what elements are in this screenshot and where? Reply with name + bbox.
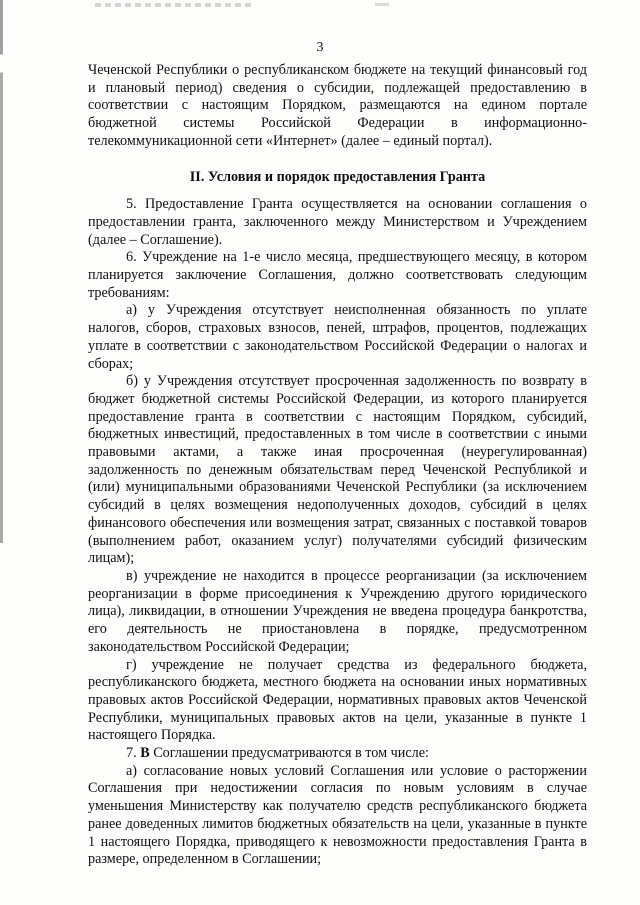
- paragraph-6g: г) учреждение не получает средства из федерального бюджета, республиканского бюджета, местного бюджета на основании иных нормативных правовых актов Российской Федерации, нормативных правовых актов Чеченской Республики, муниципальных правовых актов на цели, указанные в пункте 1 настоящего Порядка.: [88, 656, 587, 744]
- section-title: II. Условия и порядок предоставления Гранта: [189, 168, 486, 185]
- scan-edge: [0, 0, 3, 905]
- paragraph-6a: а) у Учреждения отсутствует неисполненная обязанность по уплате налогов, сборов, страховых взносов, пеней, штрафов, процентов, подлежащих уплате в соответствии с законодательством Российской Федерации о налогах и сборах;: [88, 302, 587, 372]
- paragraph-7a: а) согласование новых условий Соглашения или условие о расторжении Соглашения при недостижении согласия по новым условиям в случае уменьшения Министерству как получателю средств республиканского бюджета ранее доведенных лимитов бюджетных обязательств на цели, указанные в пункте 1 настоящего Порядка, приводящего к невозможности предоставления Гранта в размере, определенном в Соглашении;: [88, 762, 587, 868]
- paragraph-6b: б) у Учреждения отсутствует просроченная задолженность по возврату в бюджет бюджетной системы Российской Федерации, из которого планируется предоставление гранта в соответствии с настоящим Порядком, субсидий, бюджетных инвестиций, предоставленных в том числе в соответствии с иными правовыми актами, а также иная просроченная (неурегулированная) задолженность по денежным обязательствам перед Чеченской Республикой и (или) муниципальными образованиями Чеченской Республики (за исключением субсидий в целях возмещения недополученных доходов, субсидий в целях финансового обеспечения или возмещения затрат, связанных с поставкой товаров (выполнением работ, оказанием услуг) получателями субсидий физическим лицам);: [88, 373, 587, 567]
- paragraph-6: 6. Учреждение на 1-е число месяца, предшествующего месяцу, в котором планируется заключение Соглашения, должно соответствовать следующим требованиям:: [88, 249, 587, 301]
- paragraph-6v: в) учреждение не находится в процессе реорганизации (за исключением реорганизации в форме присоединения к Учреждению другого юридического лица), ликвидации, в отношении Учреждения не введена процедура банкротства, его деятельность не приостановлена в порядке, предусмотренном законодательством Российской Федерации;: [88, 567, 587, 655]
- paragraph-7: [88, 745, 587, 763]
- paragraph-7-lead: В: [140, 745, 150, 762]
- intro-paragraph: Чеченской Республики о республиканском бюджете на текущий финансовый год и плановый период) сведения о субсидии, подлежащей предоставлению в соответствии с настоящим Порядком, размещаются на едином портале бюджетной системы Российской Федерации в информационно-телекоммуникационной сети «Интернет» (далее – единый портал).: [88, 62, 587, 149]
- scan-artifact: [95, 3, 255, 7]
- document-body: [88, 62, 587, 869]
- paragraph-7-text: Соглашении предусматриваются в том числе:: [153, 745, 429, 762]
- paragraph-7-number: 7.: [126, 745, 137, 762]
- page-number: 3: [316, 40, 324, 55]
- scan-artifact: [375, 3, 389, 6]
- paragraph-5: 5. Предоставление Гранта осуществляется на основании соглашения о предоставлении гранта, заключенного между Министерством и Учреждением (далее – Соглашение).: [88, 196, 587, 248]
